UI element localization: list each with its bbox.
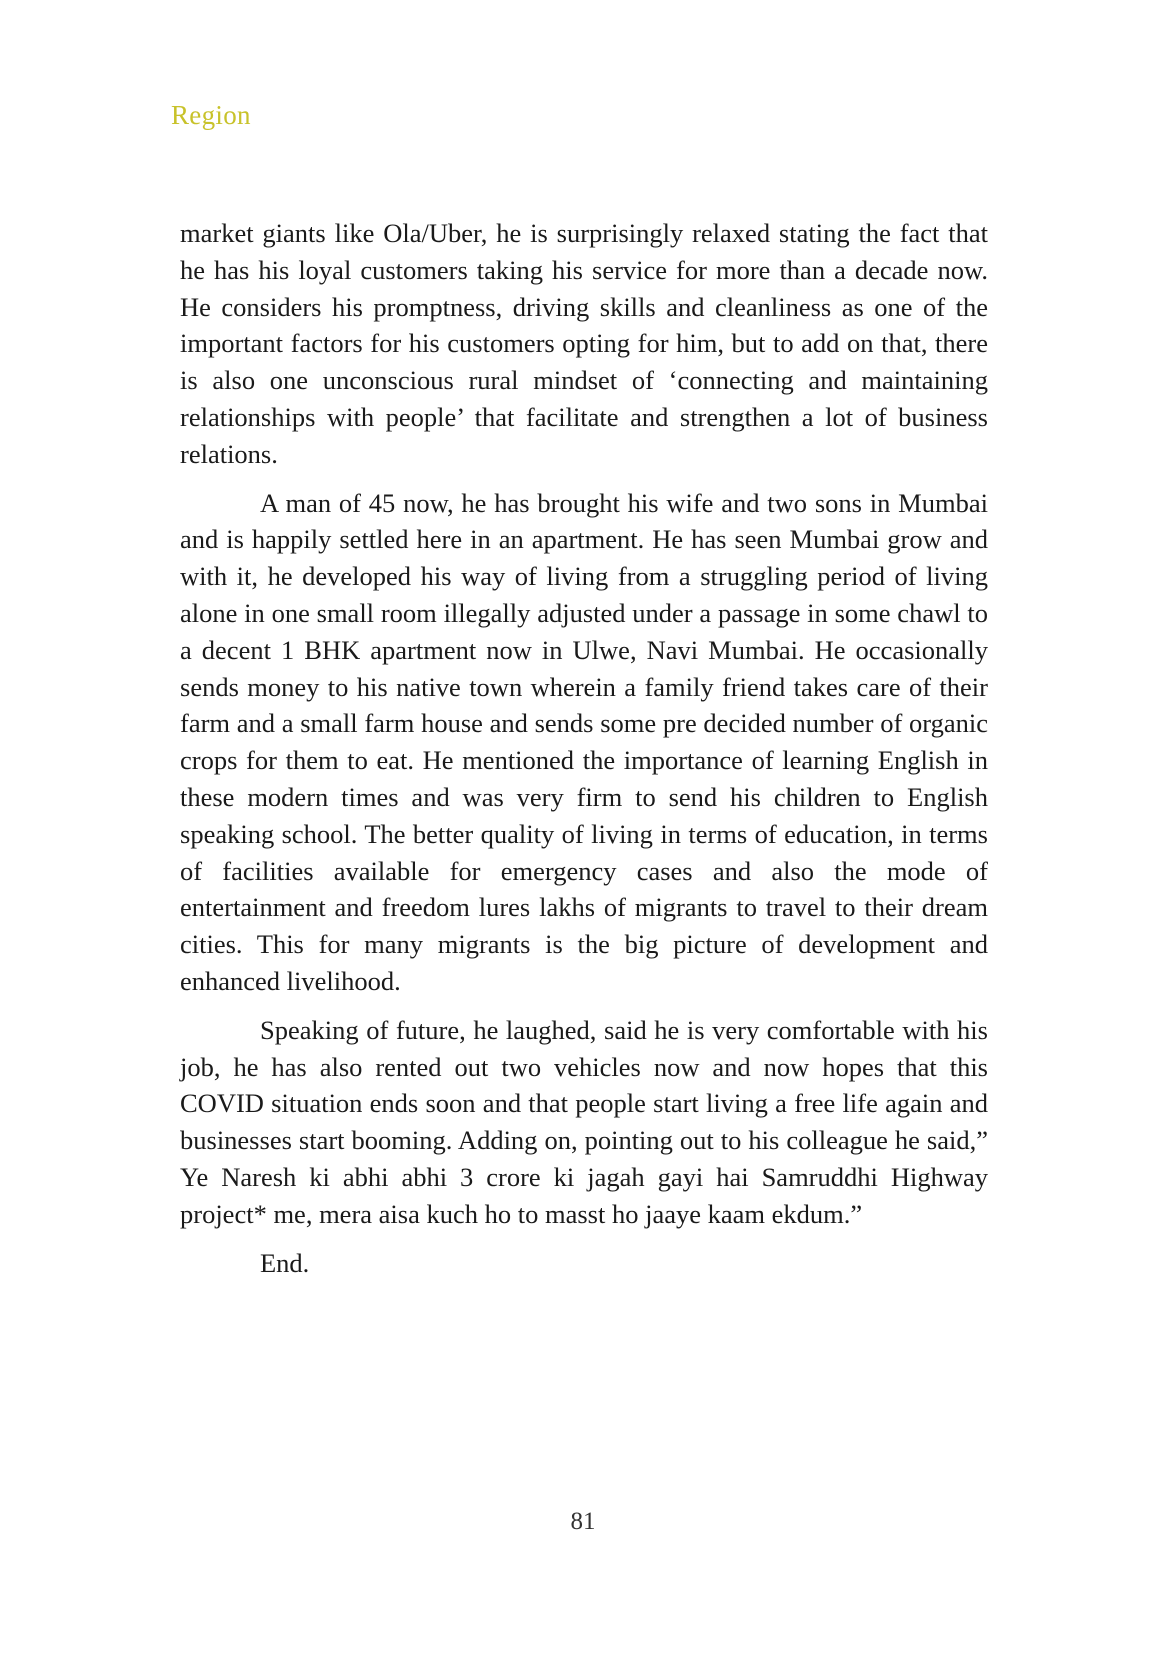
paragraph-1: market giants like Ola/Uber, he is surprisingly relaxed stating the fact that he has his loyal customers taking his service for more than a decade now. He considers his promptness, driving skills and cleanliness as one of the important factors for his customers opting for him, but to add on that, there is also one unconscious rural mindset of ‘connecting and maintaining relationships with people’ that facilitate and strengthen a lot of business relations. — [180, 218, 988, 469]
page-number: 81 — [570, 1508, 596, 1535]
body-text — [180, 215, 988, 1293]
paragraph-3: Speaking of future, he laughed, said he is very comfortable with his job, he has also rented out two vehicles now and now hopes that this COVID situation ends soon and that people start living a free life again and businesses start booming. Adding on, pointing out to his colleague he said,” Ye Naresh ki abhi abhi 3 crore ki jagah gayi hai Samruddhi Highway project* me, mera aisa kuch ho to masst ho jaaye kaam ekdum.” — [180, 1014, 988, 1229]
running-header-title: Region — [171, 100, 251, 130]
paragraph-end: End. — [260, 1247, 310, 1278]
paragraph-2: A man of 45 now, he has brought his wife and two sons in Mumbai and is happily settled here in an apartment. He has seen Mumbai grow and with it, he developed his way of living from a struggling period of living alone in one small room illegally adjusted under a passage in some chawl to a decent 1 BHK apartment now in Ulwe, Navi Mumbai. He occasionally sends money to his native town wherein a family friend takes care of their farm and a small farm house and sends some pre decided number of organic crops for them to eat. He mentioned the importance of learning English in these modern times and was very firm to send his children to English speaking school. The better quality of living in terms of education, in terms of facilities available for emergency cases and also the mode of entertainment and freedom lures lakhs of migrants to travel to their dream cities. This for many migrants is the big picture of development and enhanced livelihood. — [180, 487, 988, 996]
